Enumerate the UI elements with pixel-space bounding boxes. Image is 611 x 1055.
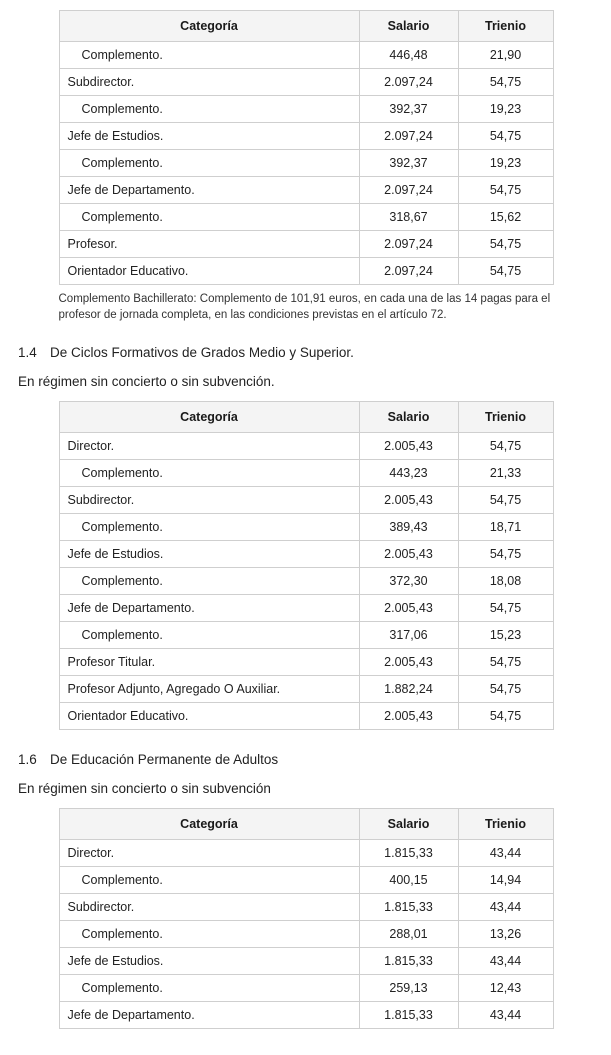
- cell-trienio: 54,75: [458, 676, 553, 703]
- section-title: De Educación Permanente de Adultos: [50, 752, 279, 767]
- salary-table-1-body: [59, 42, 553, 285]
- cell-trienio: 54,75: [458, 595, 553, 622]
- column-header-salario: Salario: [359, 809, 458, 840]
- cell-categoria: Complemento.: [59, 42, 359, 69]
- cell-categoria: Orientador Educativo.: [59, 703, 359, 730]
- cell-categoria: Complemento.: [59, 867, 359, 894]
- table-header-row: [59, 11, 553, 42]
- cell-trienio: 54,75: [458, 231, 553, 258]
- cell-trienio: 12,43: [458, 975, 553, 1002]
- column-header-salario: Salario: [359, 11, 458, 42]
- cell-trienio: 54,75: [458, 177, 553, 204]
- table-row: [59, 622, 553, 649]
- table-row: [59, 948, 553, 975]
- cell-salario: 392,37: [359, 150, 458, 177]
- column-header-salario: Salario: [359, 402, 458, 433]
- cell-trienio: 43,44: [458, 840, 553, 867]
- cell-salario: 1.815,33: [359, 948, 458, 975]
- cell-categoria: Director.: [59, 433, 359, 460]
- cell-trienio: 15,62: [458, 204, 553, 231]
- cell-salario: 1.815,33: [359, 840, 458, 867]
- table-row: [59, 568, 553, 595]
- table-row: [59, 123, 553, 150]
- section-number: 1.4: [18, 345, 37, 360]
- cell-salario: 1.815,33: [359, 1002, 458, 1029]
- section-subtitle-1-4: En régimen sin concierto o sin subvención.: [18, 374, 275, 389]
- cell-salario: 392,37: [359, 96, 458, 123]
- cell-trienio: 21,90: [458, 42, 553, 69]
- cell-trienio: 15,23: [458, 622, 553, 649]
- column-header-categoria: Categoría: [59, 402, 359, 433]
- table-row: [59, 460, 553, 487]
- cell-categoria: Complemento.: [59, 568, 359, 595]
- cell-categoria: Jefe de Departamento.: [59, 1002, 359, 1029]
- column-header-trienio: Trienio: [458, 11, 553, 42]
- table-row: [59, 514, 553, 541]
- cell-salario: 2.005,43: [359, 541, 458, 568]
- cell-salario: 1.815,33: [359, 894, 458, 921]
- cell-categoria: Profesor.: [59, 231, 359, 258]
- cell-trienio: 54,75: [458, 433, 553, 460]
- cell-categoria: Profesor Adjunto, Agregado O Auxiliar.: [59, 676, 359, 703]
- table-row: [59, 541, 553, 568]
- cell-salario: 259,13: [359, 975, 458, 1002]
- cell-salario: 443,23: [359, 460, 458, 487]
- cell-trienio: 54,75: [458, 123, 553, 150]
- cell-trienio: 54,75: [458, 258, 553, 285]
- cell-salario: 372,30: [359, 568, 458, 595]
- salary-table-3: [59, 808, 554, 1029]
- cell-categoria: Jefe de Estudios.: [59, 541, 359, 568]
- table-row: [59, 921, 553, 948]
- salary-table-2-wrap: [59, 401, 553, 730]
- cell-trienio: 19,23: [458, 150, 553, 177]
- cell-categoria: Jefe de Estudios.: [59, 948, 359, 975]
- table-header-row: [59, 809, 553, 840]
- table-row: [59, 69, 553, 96]
- section-number: 1.6: [18, 752, 37, 767]
- cell-categoria: Subdirector.: [59, 487, 359, 514]
- salary-table-1: [59, 10, 554, 285]
- table-row: [59, 649, 553, 676]
- cell-trienio: 19,23: [458, 96, 553, 123]
- cell-trienio: 13,26: [458, 921, 553, 948]
- cell-trienio: 21,33: [458, 460, 553, 487]
- cell-categoria: Complemento.: [59, 921, 359, 948]
- table-row: [59, 894, 553, 921]
- cell-trienio: 18,71: [458, 514, 553, 541]
- cell-salario: 318,67: [359, 204, 458, 231]
- cell-salario: 2.097,24: [359, 258, 458, 285]
- section-title: De Ciclos Formativos de Grados Medio y Superior.: [50, 345, 354, 360]
- cell-salario: 2.005,43: [359, 703, 458, 730]
- top-spacer: [0, 0, 611, 10]
- table-row: [59, 1002, 553, 1029]
- salary-table-3-body: [59, 840, 553, 1029]
- table-row: [59, 840, 553, 867]
- cell-salario: 2.005,43: [359, 595, 458, 622]
- cell-trienio: 43,44: [458, 1002, 553, 1029]
- cell-categoria: Profesor Titular.: [59, 649, 359, 676]
- salary-table-2: [59, 401, 554, 730]
- cell-salario: 446,48: [359, 42, 458, 69]
- cell-trienio: 54,75: [458, 703, 553, 730]
- cell-trienio: 54,75: [458, 541, 553, 568]
- table-row: [59, 231, 553, 258]
- cell-categoria: Subdirector.: [59, 894, 359, 921]
- table-row: [59, 867, 553, 894]
- cell-categoria: Subdirector.: [59, 69, 359, 96]
- salary-table-1-wrap: [59, 10, 553, 285]
- cell-categoria: Jefe de Estudios.: [59, 123, 359, 150]
- cell-categoria: Complemento.: [59, 150, 359, 177]
- table-row: [59, 177, 553, 204]
- table-row: [59, 204, 553, 231]
- cell-trienio: 14,94: [458, 867, 553, 894]
- table-row: [59, 595, 553, 622]
- table-1-note: Complemento Bachillerato: Complemento de 101,91 euros, en cada una de las 14 pagas para el profesor de jornada completa, en las condiciones previstas en el artículo 72.: [58, 293, 551, 321]
- cell-categoria: Complemento.: [59, 975, 359, 1002]
- column-header-trienio: Trienio: [458, 809, 553, 840]
- table-row: [59, 258, 553, 285]
- cell-salario: 389,43: [359, 514, 458, 541]
- cell-salario: 2.097,24: [359, 123, 458, 150]
- cell-trienio: 43,44: [458, 948, 553, 975]
- cell-trienio: 54,75: [458, 487, 553, 514]
- cell-trienio: 18,08: [458, 568, 553, 595]
- salary-table-3-wrap: [59, 808, 553, 1029]
- cell-categoria: Jefe de Departamento.: [59, 177, 359, 204]
- cell-trienio: 43,44: [458, 894, 553, 921]
- table-row: [59, 975, 553, 1002]
- cell-categoria: Complemento.: [59, 514, 359, 541]
- cell-categoria: Complemento.: [59, 460, 359, 487]
- table-row: [59, 676, 553, 703]
- salary-table-2-body: [59, 433, 553, 730]
- cell-categoria: Complemento.: [59, 622, 359, 649]
- cell-salario: 400,15: [359, 867, 458, 894]
- table-row: [59, 96, 553, 123]
- section-heading-1-4: [18, 345, 611, 360]
- cell-salario: 2.097,24: [359, 231, 458, 258]
- cell-salario: 2.097,24: [359, 69, 458, 96]
- column-header-categoria: Categoría: [59, 11, 359, 42]
- cell-salario: 2.005,43: [359, 649, 458, 676]
- cell-trienio: 54,75: [458, 649, 553, 676]
- cell-salario: 2.005,43: [359, 487, 458, 514]
- table-row: [59, 150, 553, 177]
- cell-salario: 317,06: [359, 622, 458, 649]
- cell-salario: 1.882,24: [359, 676, 458, 703]
- section-subtitle-1-6: En régimen sin concierto o sin subvención: [18, 781, 271, 796]
- table-row: [59, 703, 553, 730]
- cell-categoria: Director.: [59, 840, 359, 867]
- column-header-trienio: Trienio: [458, 402, 553, 433]
- table-row: [59, 42, 553, 69]
- cell-categoria: Complemento.: [59, 204, 359, 231]
- table-header-row: [59, 402, 553, 433]
- table-row: [59, 433, 553, 460]
- column-header-categoria: Categoría: [59, 809, 359, 840]
- cell-salario: 288,01: [359, 921, 458, 948]
- cell-salario: 2.005,43: [359, 433, 458, 460]
- section-heading-1-6: [18, 752, 611, 767]
- cell-salario: 2.097,24: [359, 177, 458, 204]
- cell-categoria: Jefe de Departamento.: [59, 595, 359, 622]
- cell-categoria: Orientador Educativo.: [59, 258, 359, 285]
- table-row: [59, 487, 553, 514]
- cell-categoria: Complemento.: [59, 96, 359, 123]
- cell-trienio: 54,75: [458, 69, 553, 96]
